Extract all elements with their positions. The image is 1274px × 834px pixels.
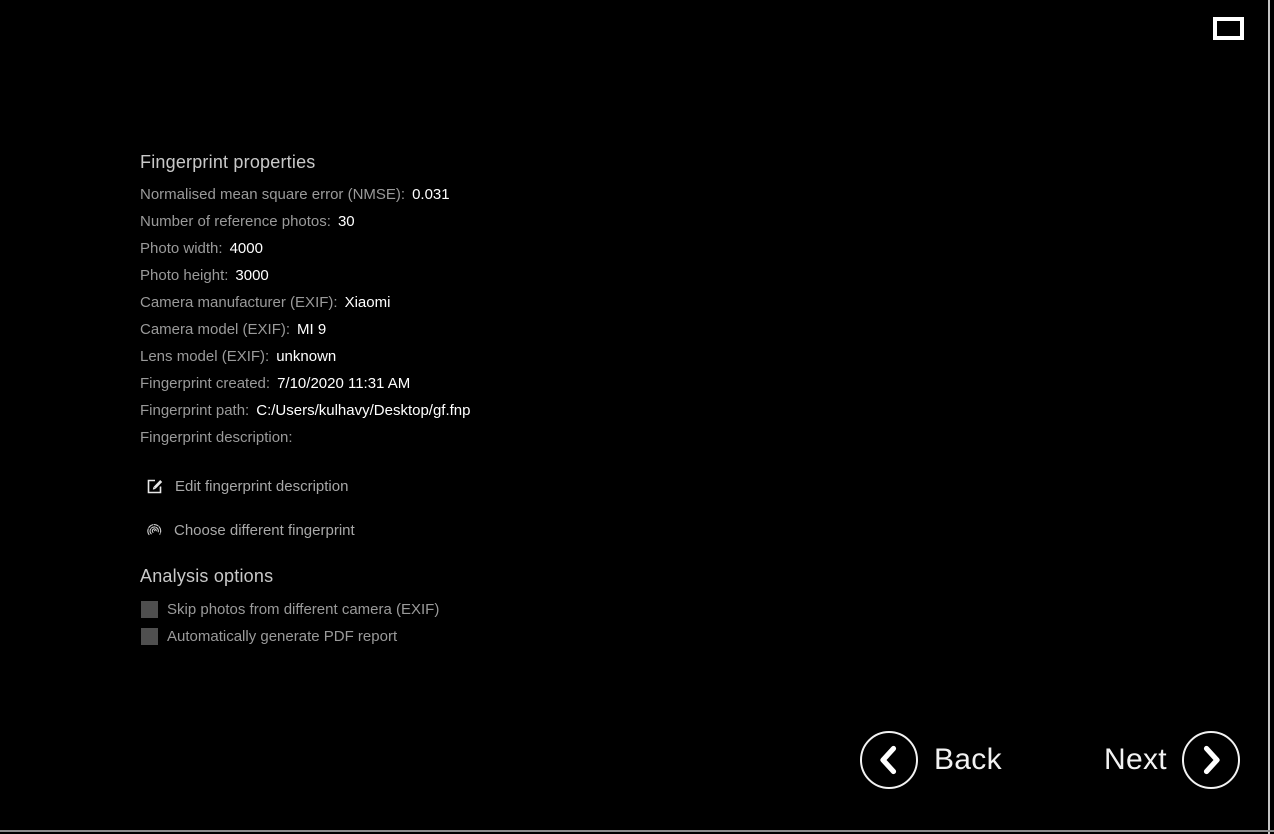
back-button[interactable] — [860, 731, 1002, 789]
checkbox-icon[interactable] — [141, 628, 158, 645]
edit-fingerprint-description-label: Edit fingerprint description — [175, 477, 349, 495]
property-row — [140, 181, 471, 208]
chevron-right-icon[interactable] — [1182, 731, 1240, 789]
property-label: Normalised mean square error (NMSE): — [140, 186, 406, 203]
property-value: C:/Users/kulhavy/Desktop/gf.fnp — [256, 402, 471, 419]
property-row — [140, 289, 471, 316]
property-value: 0.031 — [412, 186, 450, 203]
checkbox-skip-photos-label: Skip photos from different camera (EXIF) — [167, 601, 440, 618]
window-border-bottom — [0, 830, 1274, 832]
property-row — [140, 343, 471, 370]
next-button[interactable] — [1104, 731, 1240, 789]
property-row — [140, 370, 471, 397]
edit-fingerprint-description-button[interactable] — [146, 475, 348, 497]
checkbox-generate-pdf-report-label: Automatically generate PDF report — [167, 628, 398, 645]
property-label: Camera manufacturer (EXIF): — [140, 294, 338, 311]
property-row — [140, 235, 471, 262]
property-row — [140, 262, 471, 289]
property-row — [140, 424, 471, 451]
edit-icon — [146, 477, 164, 495]
property-value: Xiaomi — [344, 294, 391, 311]
property-label: Photo width: — [140, 240, 223, 257]
property-value: 30 — [337, 213, 355, 230]
property-label: Photo height: — [140, 267, 229, 284]
choose-different-fingerprint-button[interactable] — [146, 519, 355, 541]
property-value: 4000 — [229, 240, 263, 257]
property-value: 7/10/2020 11:31 AM — [277, 375, 411, 392]
chevron-left-icon[interactable] — [860, 731, 918, 789]
property-row — [140, 316, 471, 343]
property-label: Fingerprint description: — [140, 429, 293, 446]
property-label: Fingerprint path: — [140, 402, 250, 419]
property-row — [140, 208, 471, 235]
fingerprint-icon — [146, 522, 163, 539]
property-value: MI 9 — [297, 321, 327, 338]
checkbox-skip-photos[interactable] — [141, 601, 439, 618]
window-border-right — [1268, 0, 1270, 834]
property-label: Lens model (EXIF): — [140, 348, 270, 365]
maximize-icon[interactable] — [1213, 17, 1244, 40]
checkbox-generate-pdf-report[interactable] — [141, 628, 397, 645]
next-button-label: Next — [1104, 743, 1167, 776]
checkbox-icon[interactable] — [141, 601, 158, 618]
property-value: unknown — [276, 348, 337, 365]
property-label: Camera model (EXIF): — [140, 321, 291, 338]
choose-different-fingerprint-label: Choose different fingerprint — [174, 521, 355, 539]
property-value: 3000 — [235, 267, 269, 284]
property-label: Number of reference photos: — [140, 213, 331, 230]
property-label: Fingerprint created: — [140, 375, 271, 392]
property-row — [140, 397, 471, 424]
back-button-label: Back — [934, 743, 1002, 776]
fingerprint-properties-list — [140, 181, 471, 451]
fingerprint-properties-title: Fingerprint properties — [140, 152, 316, 172]
analysis-options-title: Analysis options — [140, 566, 274, 586]
